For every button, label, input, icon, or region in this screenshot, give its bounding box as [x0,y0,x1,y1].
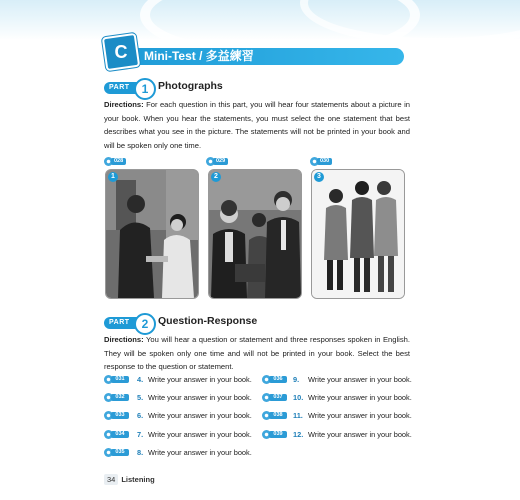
track-number: 038 [269,412,287,419]
track-039[interactable] [262,430,290,439]
directions-text: You will hear a question or statement and three responses spoken in English. They will be spoken only one time and will not be printed in your book. Select the best response to the question or statement. [104,335,410,372]
decorative-top-band [0,0,520,40]
track-037[interactable] [262,393,290,402]
question-number: 8. [137,448,144,457]
photo-number: 1 [108,172,118,182]
part-number: 2 [134,313,156,335]
directions-label: Directions: [104,100,144,109]
answer-instruction: Write your answer in your book. [308,393,412,402]
part2-directions [104,333,410,374]
track-number: 036 [269,376,287,383]
footer-section-label: Listening [121,475,155,484]
track-number: 028 [111,158,126,165]
section-header [104,42,404,67]
question-number: 5. [137,393,144,402]
part1-directions [104,98,410,152]
answer-instruction: Write your answer in your book. [148,393,252,402]
track-number: 034 [111,431,129,438]
question-number: 10. [293,393,304,402]
section-badge-letter: C [114,42,128,62]
track-032[interactable] [104,393,132,402]
answer-instruction: Write your answer in your book. [148,448,252,457]
track-038[interactable] [262,411,290,420]
photo-3 [311,169,405,299]
part-title: Question-Response [158,315,258,327]
track-number: 035 [111,449,129,456]
directions-label: Directions: [104,335,144,344]
part-pill-label: PART [109,84,130,91]
answer-instruction: Write your answer in your book. [148,411,252,420]
photo-2 [208,169,302,299]
track-number: 029 [213,158,228,165]
section-badge [102,33,140,71]
photo-handshake-office [106,170,198,298]
page-number: 34 [104,474,118,485]
question-number: 11. [293,411,303,420]
track-035[interactable] [104,448,132,457]
track-031[interactable] [104,375,132,384]
answer-instruction: Write your answer in your book. [308,411,412,420]
track-number: 039 [269,431,287,438]
answer-instruction: Write your answer in your book. [308,430,412,439]
photo-number: 2 [211,172,221,182]
track-number: 030 [317,158,332,165]
track-034[interactable] [104,430,132,439]
answer-instruction: Write your answer in your book. [308,375,412,384]
part-pill-label: PART [109,319,130,326]
question-number: 6. [137,411,144,420]
question-number: 9. [293,375,300,384]
track-number: 032 [111,394,129,401]
photo-number: 3 [314,172,324,182]
section-title: Mini-Test / 多益練習 [144,49,254,63]
answer-instruction: Write your answer in your book. [148,430,252,439]
part-number: 1 [134,78,156,100]
question-number: 7. [137,430,144,439]
photo-meeting-laptop [209,170,301,298]
track-number: 033 [111,412,129,419]
photo-1 [105,169,199,299]
question-number: 12. [293,430,304,439]
part-title: Photographs [158,80,223,92]
question-number: 4. [137,375,144,384]
photo-three-women [312,170,404,298]
page-footer [104,474,155,485]
track-number: 031 [111,376,129,383]
track-number: 037 [269,394,287,401]
directions-text: For each question in this part, you will hear four statements about a picture in your book. When you hear the statements, you must select the one statement that best describes what you see in the picture. The statements will not be printed in your book and will be spoken only one time. [104,100,410,150]
track-036[interactable] [262,375,290,384]
track-033[interactable] [104,411,132,420]
answer-instruction: Write your answer in your book. [148,375,252,384]
